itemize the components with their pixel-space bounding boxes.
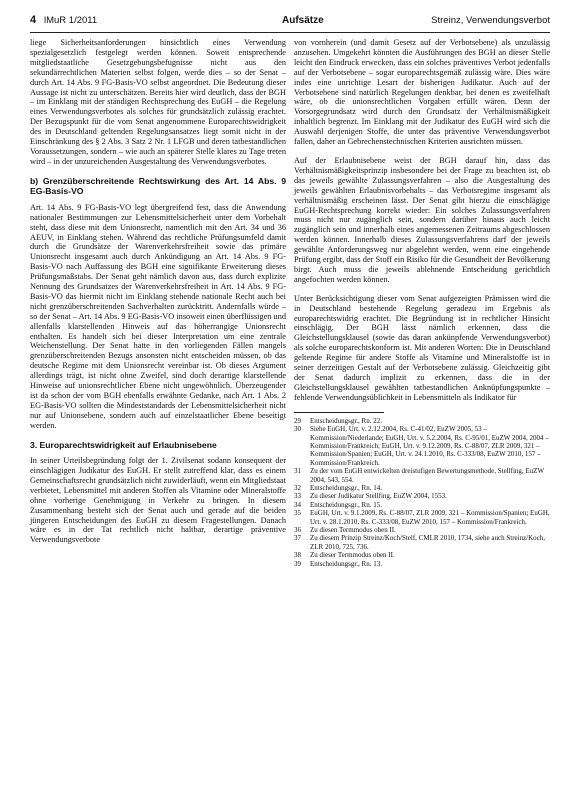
footnote: 35 EuGH, Urt. v. 9.1.2009, Rs. C-88/07, ZLR 2009, 321 – Kommission/Spanien; EuGH, Urt. v. 28.1.2010, Rs. C-333/08, EuZW 2010, 157 – Kommission/Frankreich. [294,509,550,526]
footnote: 31 Zu der vom EuGH entwickelten dreistufigen Bewertungsmethode, Stellfing, EuZW 2004, 543, 554. [294,467,544,484]
page-number: 4 [30,14,37,26]
paragraph: Unter Berücksichtigung dieser vom Senat aufgezeigten Prämissen wird die in Deutschland bestehende Regelung geradezu im Ergebnis als europarechtswidrig erachtet. Die Begründung ist in rechtlicher Hinsicht einschlägig. Der BGH lässt nämlich erkennen, dass die Gleichstellungsklausel (sowie das daran ankünpfende Verwendungsverbot) als solche europarechtskonform ist. Mit anderen Worten: Die in Deutschland geltende Regime für andere Stoffe als Vitamine und Mineralstoffe ist in seiner derzeitigen Gestalt auf der Verbotsebene zulässig. Gleichzeitig gibt der Senat dadurch implizit zu erkennen, dass die in der Gleichstellungsklausel gewählten tatbestandlichen Anknüpfungspunkte – fehlende Verwendungsüblichkeit in Lebensmitteln als Indikator für [294,293,550,402]
footnotes [294,417,550,568]
journal-citation: lMuR 1/2011 [44,15,98,26]
left-column [30,38,286,554]
subheading-b: b) Grenzüberschreitende Rechtswirkung des Art. 14 Abs. 9 EG-Basis-VO [30,175,286,197]
footnote: 34 Entscheidungsgr., Rn. 15. [294,500,382,509]
footnote: 33 Zu dieser Judikatur Stellfing, EuZW 2004, 1553. [294,492,447,501]
header-rule [30,32,550,33]
article-short-title: Streinz, Verwendungsverbot [431,15,550,26]
footnote-rule [294,412,384,413]
footnote: 38 Zu dieser Termmodus oben II. [294,551,395,560]
footnote: 30 Siehe EuGH, Urt. v. 2.12.2004, Rs. C-41/02, EuZW 2005, 53 – Kommission/Niederlande; EuGH, Urt. v. 5.2.2004, Rs. C-95/01, EuZW 2004, 2004 – Kommission/Frankreich; EuGH, Urt. v. 9.12.2009, Rs. C-88/07, ZLR 2009, 321 – Kommission/Spanien; EuGH, Urt. v. 24.1.2010, Rs. C-333/08, EuZW 2010, 157 – Kommission/Frankreich. [294,425,549,467]
footnote: 29 Entscheidungsgr., Rn. 22. [294,416,382,425]
paragraph: In seiner Urteilsbegründung folgt der 1. Zivilsenat sodann konsequent der einschlägigen Judikatur des EuGH. Er stellt zutreffend klar, dass es einem Gemeinschaftsrecht grundsätzlich nicht zuwiderläuft, wenn ein Mitgliedstaat verbietet, Lebensmittel mit anderen Stoffen als Vitamine oder Mineralstoffe ohne vorherige Genehmigung in Verkehr zu bringen. In diesem Zusammenhang besteht sich der Senat auch und gerade auf die beiden jüngeren Entscheidungen des EuGH zu diesem Fragestellungen. Danach wäre es in der Tat rechtlich nicht haltbar, derartige präventive Verwendungsverbote [30,456,286,545]
paragraph: von vornherein (und damit Gesetz auf der Verbotsebene) als unzulässig anzusehen. Umgekehrt könnten die Ausführungen des BGH an dieser Stelle leicht den Eindruck erwecken, dass ein solches präventives Verbot jedenfalls auf der Verbotsebene – sogar europarechtsgemäß zulässig wäre. Dies wäre indes eine unrichtige Lesart der bisherigen Judikatur. Auch auf der Verbotsebene sind natürlich Regelungen denkbar, bei denen es zweifelhaft wäre, ob die unionsrechtlichen Vorgaben erfüllt wären. Denn der Vorsorgegrundsatz wird durch den Grundsatz der Verhältnismäßigkeit inhaltlich begrenzt. Im Einklang mit der Judikatur des EuGH wird sich die Auswahl derjenigen Stoffe, die unter das präventive Verwendungsverbot fallen, daher an Gebrechenstechnischen Kriterien ausrichten müssen. [294,38,550,147]
paragraph: Art. 14 Abs. 9 FG-Basis-VO legt übergreifend fest, dass die Anwendung nationaler Bestimmungen zur Lebensmittelsicherheit unter dem Vorbehalt steht, dass diese mit dem Unionsrecht, namentlich mit den Art. 34 und 36 AEUV, in Einklang stehen. Während das rechtliche Prüfungsumfeld damit durch die Grundsätze der Warenverkehrsfreiheit sowie das primäre Unionsrecht insgesamt auch durch Ankündigung an Art. 14 Abs. 9 FG-Basis-VO nach Auffassung des BGH eine signifikante Erweiterung dieses Prüfungsmaßstabs. Der Senat geht nämlich davon aus, dass durch explizite Nennung des Grundsatzes der Warenverkehrsfreiheit in Art. 14 Abs. 9 FG-Basis-VO das hiermit nicht im Einklang stehende nationale Recht auch bei nicht grenzüberschreitenden Sachverhalten zurücktritt. Andernfalls würde – so der Senat – Art. 14 Abs. 9 EG-Basis-VO insoweit einen überflüssigen und allenfalls klarstellenden Hinweis auf das höherrangige Unionsrecht enthalten. Es handelt sich bei dieser Interpretation um eine zentrale Weichenstellung. Der Senat hatte in den vorliegenden Fällen mangels grenzüberschreitenden Bezugs ansonsten nicht entscheiden müssen, ob das deutsche Regime mit dem Unionsrecht vereinbar ist. Ob dieses Argument allerdings trägt, ist nicht ohne Zweifel, sind doch derartige klarstellende Hinweise auf unionsrechtlicher Ebene nicht ungewöhnlich. Überzeugender ist da schon der vom BGH ebenfalls erwähnte Gedanke, nach Art. 1 Abs. 2 EG-Basis-VO sollten die Mindeststandards der Lebensmittelsicherheit nicht nur auf Unionsebene, sondern auch auf einzelstaatlicher Ebene beseitigt werden. [30,202,286,430]
footnote: 37 Zu diesem Prinzip Streinz/Koch/Stelf, CMLR 2010, 1734, siehe auch Streinz/Koch, ZLR 2010, 725, 736. [294,534,546,551]
paragraph: Auf der Erlaubnisebene weist der BGH darauf hin, dass das Verhältnismäßigkeitsprinzip insbesondere bei der Frage zu beachten ist, ob das jeweils gewählte Zulassungsverfahren – also die Ausgestaltung des jeweils gewählten Erlaubnisvorbehalts – das Verbotsregime insgesamt als verhältnismäßig erscheinen lässt. Der Senat gibt hierzu die einschlägige EuGH-Rechtsprechung korrekt wieder: Ein solches Zulassungsverfahren muss nicht nur zugänglich sein, sondern darüber hinaus auch leicht zugänglich sein und innerhalb eines angemessenen Zeitraums abgeschlossen werden können. Innerhalb dieses Zulassungsverfahrens darf der jeweils gewählte Anforderungsweg nur abgelehnt werden, wenn eine eingehende Prüfung ergibt, dass der Stoff ein Risiko für die Gesundheit der Bevölkerung birgt. Auch muss die jeweils ablehnende Entscheidung gerichtlich angefochten werden können. [294,155,550,284]
paragraph: liege Sicherheitsanforderungen hinsichtlich eines Verwendung spezialgesetzlich festgelegt werden können. Soweit entsprechende mitgliedstaatliche Gesetzgebungsbefugnisse nicht aus den sekundärrechtlichen Materien selbst folgen, werde dies – so der Senat – durch Art. 14 Abs. 9 FG-Basis-VO selbst angeordnet. Die Bedeutung dieser Aussage ist nicht zu unterschätzen. Bereits hier wird deutlich, dass der BGH – im Einklang mit der ständigen Rechtsprechung des EuGH – die Regelung eines Verwendungsverbotes als solches für grundsätzlich zulässig erachtet. Der Bezugspunkt für die vom Senat angenommene Europarechtswidrigkeit des in Deutschland geltenden Regelungsansatzes liegt somit nicht in der Einschränkung des § 2 Abs. 3 Satz 2 Nr. 1 LFGB und deren tatbestandlichen Voraussetzungen, sondern – wie auch an späterer Stelle klares zu Tage treten wird – in der unzureichenden Ausgestaltung des Verwendungsverbotes. [30,38,286,166]
running-header [30,14,550,32]
footnote: 39 Entscheidungsgr., Rn. 13. [294,559,382,568]
section-label: Aufsätze [282,15,324,26]
subheading-3: 3. Europarechtswidrigkeit auf Erlaubnisebene [30,439,217,450]
footnote: 32 Entscheidungsgr., Rn. 14. [294,483,382,492]
footnote: 36 Zu diesen Termmodus oben II. [294,526,396,534]
right-column [294,38,550,568]
